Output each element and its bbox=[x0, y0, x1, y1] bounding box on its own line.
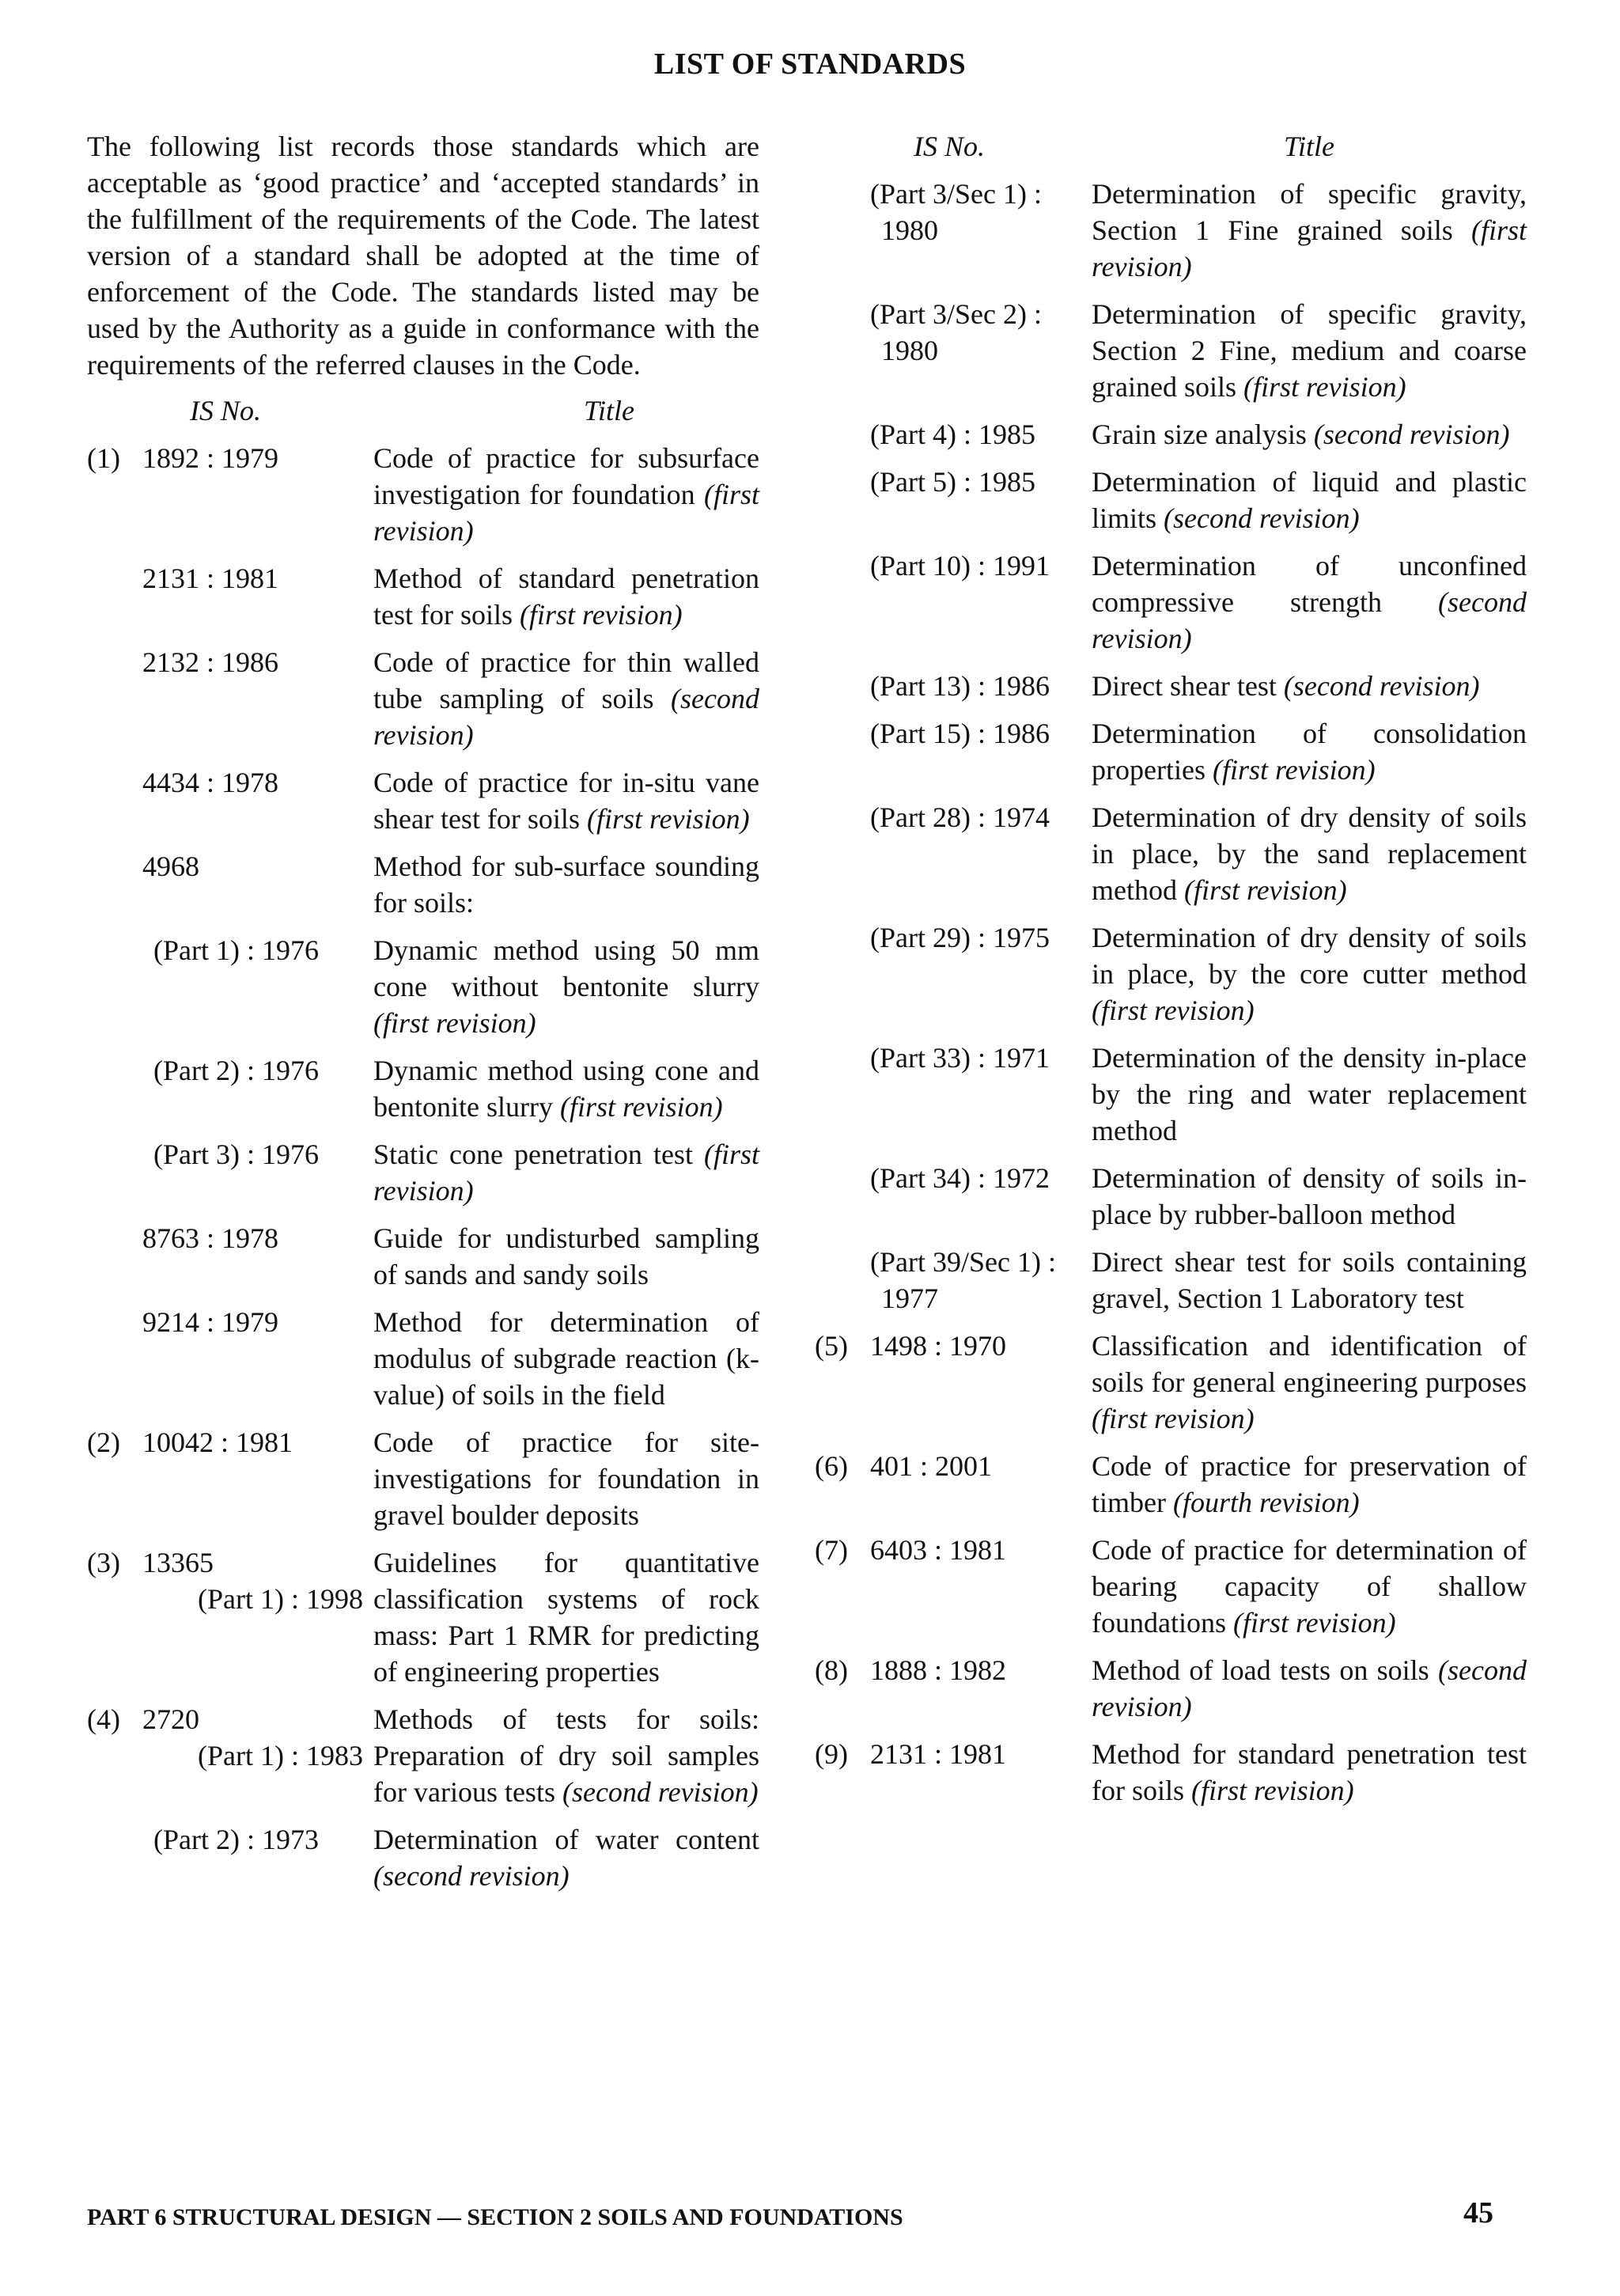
entry-is-number bbox=[142, 1304, 373, 1413]
intro-paragraph: The following list records those standards which are acceptable as ‘good practice’ and ‘accepted standards’ in the fulfillment of the requirements of the Code. The latest version of a standard shall be adopted at the time of enforcement of the Code. The standards listed may be used by the Authority as a guide in conformance with the requirements of the referred clauses in the Code. bbox=[87, 131, 759, 381]
entry-is-number-part: (Part 1) : 1983 bbox=[198, 1740, 363, 1771]
entry-is-number bbox=[870, 1244, 1092, 1317]
entry-title bbox=[1092, 464, 1527, 536]
entry-is-number-text: (Part 13) : 1986 bbox=[870, 670, 1050, 702]
entry-title-text: Dynamic method using cone and bentonite slurry bbox=[373, 1055, 759, 1123]
entry-number bbox=[815, 547, 870, 657]
entry-is-number-text: (Part 2) : 1973 bbox=[153, 1824, 319, 1855]
entry-number bbox=[87, 1304, 142, 1413]
list-item bbox=[87, 440, 759, 549]
entry-title bbox=[373, 644, 759, 753]
entry-revision: (second revision) bbox=[373, 1860, 570, 1892]
entry-number bbox=[87, 932, 142, 1041]
right-column bbox=[815, 128, 1527, 1820]
entry-is-number-part: (Part 1) : 1998 bbox=[198, 1583, 363, 1615]
entry-is-number-text: 2720 bbox=[142, 1703, 199, 1735]
entry-is-number-text: (Part 29) : 1975 bbox=[870, 922, 1050, 953]
entry-title bbox=[1092, 1328, 1527, 1437]
entry-revision: (second revision) bbox=[1164, 502, 1360, 534]
entry-number bbox=[87, 644, 142, 753]
list-item bbox=[87, 644, 759, 753]
list-item bbox=[815, 715, 1527, 788]
entry-revision: (first revision) bbox=[1183, 874, 1347, 906]
list-item bbox=[815, 1328, 1527, 1437]
header-isno: IS No. bbox=[190, 395, 261, 426]
entry-revision: (second revision) bbox=[1092, 586, 1527, 654]
list-item bbox=[815, 296, 1527, 405]
entry-title bbox=[1092, 416, 1527, 453]
standards-list-right bbox=[815, 176, 1527, 1809]
entry-number: (6) bbox=[815, 1450, 848, 1482]
entry-is-number bbox=[142, 1220, 373, 1293]
entry-number bbox=[87, 848, 142, 921]
list-item bbox=[815, 1244, 1527, 1317]
entry-is-number-part: 1977 bbox=[881, 1283, 938, 1314]
entry-is-number-text: 4968 bbox=[142, 851, 199, 882]
entry-is-number-text: (Part 15) : 1986 bbox=[870, 718, 1050, 749]
entry-is-number bbox=[870, 1040, 1092, 1149]
entry-title-text: Guide for undisturbed sampling of sands and sandy soils bbox=[373, 1222, 759, 1290]
entry-is-number bbox=[870, 1160, 1092, 1233]
entry-title-text: Determination of the density in-place by the ring and water replacement method bbox=[1092, 1042, 1527, 1146]
entry-is-number bbox=[870, 1652, 1092, 1725]
page-number: 45 bbox=[1463, 2196, 1493, 2230]
page-title: LIST OF STANDARDS bbox=[653, 47, 967, 81]
entry-title-text: Determination of consolidation properties bbox=[1092, 718, 1527, 786]
entry-revision: (first revision) bbox=[1232, 1607, 1396, 1639]
entry-revision: (first revision) bbox=[1212, 754, 1376, 786]
entry-is-number bbox=[142, 1424, 373, 1533]
entry-title-text: Method for standard penetration test for soils bbox=[1092, 1738, 1527, 1806]
entry-title-text: Method of load tests on soils bbox=[1092, 1654, 1429, 1686]
list-item bbox=[815, 1448, 1527, 1521]
entry-revision: (first revision) bbox=[373, 1139, 759, 1207]
entry-number bbox=[87, 1052, 142, 1125]
entry-title bbox=[1092, 1652, 1527, 1725]
entry-title-text: Determination of liquid and plastic limits bbox=[1092, 466, 1527, 534]
entry-is-number-text: 6403 : 1981 bbox=[870, 1534, 1007, 1566]
list-item bbox=[87, 848, 759, 921]
entry-title bbox=[373, 764, 759, 837]
entry-title bbox=[373, 1424, 759, 1533]
list-item bbox=[815, 1040, 1527, 1149]
entry-is-number-text: 1888 : 1982 bbox=[870, 1654, 1007, 1686]
entry-is-number bbox=[870, 799, 1092, 908]
list-item bbox=[815, 668, 1527, 704]
entry-title-text: Direct shear test for soils containing gravel, Section 1 Laboratory test bbox=[1092, 1246, 1527, 1314]
list-item bbox=[815, 919, 1527, 1029]
entry-title bbox=[373, 1220, 759, 1293]
list-item bbox=[87, 1424, 759, 1533]
entry-title-text: Code of practice for determination of bearing capacity of shallow foundations bbox=[1092, 1534, 1527, 1639]
entry-is-number bbox=[142, 1136, 373, 1209]
entry-is-number-text: 1892 : 1979 bbox=[142, 442, 279, 474]
header-title: Title bbox=[1283, 131, 1335, 162]
list-item bbox=[815, 416, 1527, 453]
entry-title-text: Determination of specific gravity, Section 1 Fine grained soils bbox=[1092, 178, 1527, 246]
entry-number: (1) bbox=[87, 442, 120, 474]
entry-is-number bbox=[870, 296, 1092, 405]
entry-revision: (fourth revision) bbox=[1172, 1487, 1360, 1518]
entry-title bbox=[1092, 1244, 1527, 1317]
entry-title bbox=[373, 1544, 759, 1690]
entry-title bbox=[373, 1304, 759, 1413]
header-title: Title bbox=[583, 395, 635, 426]
entry-revision: (second revision) bbox=[373, 683, 759, 751]
entry-is-number-text: (Part 2) : 1976 bbox=[153, 1055, 319, 1086]
entry-title-text: Determination of dry density of soils in place, by the sand replacement method bbox=[1092, 801, 1527, 906]
entry-is-number bbox=[870, 547, 1092, 657]
entry-title-text: Code of practice for subsurface investigation for foundation bbox=[373, 442, 759, 510]
list-item bbox=[815, 1160, 1527, 1233]
entry-is-number bbox=[870, 1448, 1092, 1521]
entry-number bbox=[87, 764, 142, 837]
entry-revision: (first revision) bbox=[1092, 995, 1255, 1026]
entry-number: (7) bbox=[815, 1534, 848, 1566]
entry-is-number bbox=[142, 848, 373, 921]
entry-number: (4) bbox=[87, 1703, 120, 1735]
entry-is-number bbox=[870, 1736, 1092, 1809]
entry-number bbox=[87, 1136, 142, 1209]
entry-title-text: Method for sub-surface sounding for soils: bbox=[373, 851, 759, 919]
entry-is-number-text: (Part 33) : 1971 bbox=[870, 1042, 1050, 1074]
footer-section: PART 6 STRUCTURAL DESIGN — SECTION 2 SOILS AND FOUNDATIONS bbox=[87, 2204, 903, 2230]
entry-revision: (first revision) bbox=[1191, 1775, 1354, 1806]
entry-title bbox=[1092, 715, 1527, 788]
entry-is-number-text: (Part 3/Sec 1) : bbox=[870, 178, 1042, 210]
list-item bbox=[815, 1736, 1527, 1809]
entry-title bbox=[1092, 668, 1527, 704]
column-header bbox=[815, 128, 1527, 165]
entry-title-text: Classification and identification of soils for general engineering purposes bbox=[1092, 1330, 1527, 1398]
entry-title bbox=[373, 1701, 759, 1810]
entry-is-number-part: 1980 bbox=[881, 214, 938, 246]
entry-is-number-text: 8763 : 1978 bbox=[142, 1222, 279, 1254]
list-item bbox=[815, 1532, 1527, 1641]
entry-number: (9) bbox=[815, 1738, 848, 1770]
entry-title bbox=[373, 1136, 759, 1209]
entry-title-text: Method of standard penetration test for soils bbox=[373, 563, 759, 631]
entry-is-number-text: 2131 : 1981 bbox=[870, 1738, 1007, 1770]
list-item bbox=[815, 1652, 1527, 1725]
entry-is-number bbox=[870, 668, 1092, 704]
entry-number: (5) bbox=[815, 1330, 848, 1362]
entry-is-number-text: (Part 10) : 1991 bbox=[870, 550, 1050, 582]
entry-is-number bbox=[870, 715, 1092, 788]
entry-title bbox=[1092, 1448, 1527, 1521]
entry-title-text: Methods of tests for soils: Preparation of dry soil samples for various tests bbox=[373, 1703, 759, 1808]
entry-is-number bbox=[142, 1701, 373, 1810]
left-column bbox=[87, 128, 759, 1905]
entry-title bbox=[1092, 547, 1527, 657]
entry-revision: (first revision) bbox=[559, 1091, 723, 1123]
list-item bbox=[87, 1701, 759, 1810]
entry-title-text: Code of practice for site-investigations for foundation in gravel boulder deposits bbox=[373, 1426, 759, 1531]
entry-number bbox=[815, 296, 870, 405]
list-item bbox=[815, 176, 1527, 285]
list-item bbox=[87, 1821, 759, 1894]
entry-number: (2) bbox=[87, 1426, 120, 1458]
list-item bbox=[87, 1136, 759, 1209]
entry-is-number bbox=[142, 1544, 373, 1690]
list-item bbox=[87, 1304, 759, 1413]
entry-title-text: Code of practice for preservation of timber bbox=[1092, 1450, 1527, 1518]
entry-is-number-text: 4434 : 1978 bbox=[142, 767, 279, 798]
entry-is-number bbox=[870, 1532, 1092, 1641]
entry-revision: (first revision) bbox=[1092, 1403, 1255, 1434]
entry-is-number-text: 1498 : 1970 bbox=[870, 1330, 1007, 1362]
entry-title-text: Code of practice for in-situ vane shear test for soils bbox=[373, 767, 759, 835]
entry-is-number bbox=[870, 1328, 1092, 1437]
entry-is-number bbox=[142, 440, 373, 549]
list-item bbox=[87, 764, 759, 837]
entry-is-number-text: 2132 : 1986 bbox=[142, 646, 279, 678]
entry-title bbox=[1092, 296, 1527, 405]
entry-is-number bbox=[870, 176, 1092, 285]
entry-number bbox=[815, 1244, 870, 1317]
entry-is-number-text: (Part 3/Sec 2) : bbox=[870, 298, 1042, 330]
entry-revision: (second revision) bbox=[1092, 1654, 1527, 1722]
entry-title bbox=[1092, 799, 1527, 908]
entry-number bbox=[815, 176, 870, 285]
entry-title bbox=[373, 848, 759, 921]
entry-is-number-text: (Part 1) : 1976 bbox=[153, 934, 319, 966]
entry-title bbox=[1092, 1736, 1527, 1809]
entry-is-number-text: (Part 39/Sec 1) : bbox=[870, 1246, 1056, 1278]
entry-title bbox=[373, 440, 759, 549]
entry-is-number-text: (Part 34) : 1972 bbox=[870, 1162, 1050, 1194]
list-item bbox=[815, 799, 1527, 908]
entry-title-text: Guidelines for quantitative classification systems of rock mass: Part 1 RMR for predicting of engineering properties bbox=[373, 1547, 759, 1688]
entry-title-text: Method for determination of modulus of subgrade reaction (k-value) of soils in the field bbox=[373, 1306, 759, 1411]
entry-is-number-text: 10042 : 1981 bbox=[142, 1426, 293, 1458]
entry-number: (8) bbox=[815, 1654, 848, 1686]
entry-title bbox=[373, 932, 759, 1041]
entry-title bbox=[1092, 1040, 1527, 1149]
entry-revision: (first revision) bbox=[586, 803, 750, 835]
list-item bbox=[87, 1220, 759, 1293]
entry-is-number-text: (Part 28) : 1974 bbox=[870, 801, 1050, 833]
entry-is-number-text: 401 : 2001 bbox=[870, 1450, 993, 1482]
entry-number bbox=[815, 668, 870, 704]
entry-title-text: Dynamic method using 50 mm cone without bentonite slurry bbox=[373, 934, 759, 1002]
entry-is-number-text: 13365 bbox=[142, 1547, 214, 1578]
entry-title-text: Grain size analysis bbox=[1092, 419, 1307, 450]
entry-revision: (first revision) bbox=[1243, 371, 1406, 403]
list-item bbox=[815, 464, 1527, 536]
entry-is-number-text: 9214 : 1979 bbox=[142, 1306, 279, 1338]
entry-title-text: Determination of dry density of soils in place, by the core cutter method bbox=[1092, 922, 1527, 990]
entry-number bbox=[815, 1160, 870, 1233]
entry-is-number-text: (Part 5) : 1985 bbox=[870, 466, 1035, 498]
entry-title-text: Code of practice for thin walled tube sampling of soils bbox=[373, 646, 759, 714]
entry-title bbox=[373, 560, 759, 633]
entry-is-number bbox=[142, 560, 373, 633]
entry-revision: (second revision) bbox=[1283, 670, 1480, 702]
entry-revision: (second revision) bbox=[1313, 419, 1510, 450]
entry-title-text: Determination of density of soils in-place by rubber-balloon method bbox=[1092, 1162, 1527, 1230]
entry-title bbox=[1092, 919, 1527, 1029]
entry-title-text: Direct shear test bbox=[1092, 670, 1277, 702]
entry-title bbox=[1092, 1160, 1527, 1233]
entry-number bbox=[815, 1040, 870, 1149]
entry-title bbox=[373, 1821, 759, 1894]
entry-number bbox=[87, 1220, 142, 1293]
entry-is-number bbox=[142, 1821, 373, 1894]
entry-is-number bbox=[870, 919, 1092, 1029]
entry-is-number-text: 2131 : 1981 bbox=[142, 563, 279, 594]
entry-is-number bbox=[142, 764, 373, 837]
list-item bbox=[87, 560, 759, 633]
entry-revision: (second revision) bbox=[562, 1776, 759, 1808]
entry-is-number bbox=[142, 932, 373, 1041]
entry-title-text: Static cone penetration test bbox=[373, 1139, 693, 1170]
entry-title bbox=[1092, 1532, 1527, 1641]
entry-number bbox=[815, 715, 870, 788]
entry-is-number bbox=[870, 416, 1092, 453]
list-item bbox=[815, 547, 1527, 657]
entry-revision: (first revision) bbox=[373, 1007, 536, 1039]
entry-title bbox=[1092, 176, 1527, 285]
entry-is-number bbox=[142, 644, 373, 753]
entry-is-number-text: (Part 4) : 1985 bbox=[870, 419, 1035, 450]
entry-revision: (first revision) bbox=[1092, 214, 1527, 282]
standards-list-left bbox=[87, 440, 759, 1894]
entry-revision: (first revision) bbox=[373, 479, 759, 547]
entry-is-number bbox=[870, 464, 1092, 536]
entry-is-number-part: 1980 bbox=[881, 335, 938, 366]
entry-number bbox=[815, 464, 870, 536]
list-item bbox=[87, 932, 759, 1041]
list-item bbox=[87, 1052, 759, 1125]
list-item bbox=[87, 1544, 759, 1690]
entry-is-number-text: (Part 3) : 1976 bbox=[153, 1139, 319, 1170]
entry-number bbox=[815, 416, 870, 453]
entry-title-text: Determination of water content bbox=[373, 1824, 759, 1855]
entry-number: (3) bbox=[87, 1547, 120, 1578]
entry-title-text: Determination of unconfined compressive strength bbox=[1092, 550, 1527, 618]
header-isno: IS No. bbox=[914, 131, 985, 162]
column-header bbox=[87, 392, 759, 429]
entry-title bbox=[373, 1052, 759, 1125]
entry-revision: (first revision) bbox=[520, 599, 683, 631]
entry-number bbox=[815, 919, 870, 1029]
entry-number bbox=[87, 560, 142, 633]
entry-number bbox=[87, 1821, 142, 1894]
entry-number bbox=[815, 799, 870, 908]
entry-title-text: Determination of specific gravity, Section 2 Fine, medium and coarse grained soils bbox=[1092, 298, 1527, 403]
entry-is-number bbox=[142, 1052, 373, 1125]
